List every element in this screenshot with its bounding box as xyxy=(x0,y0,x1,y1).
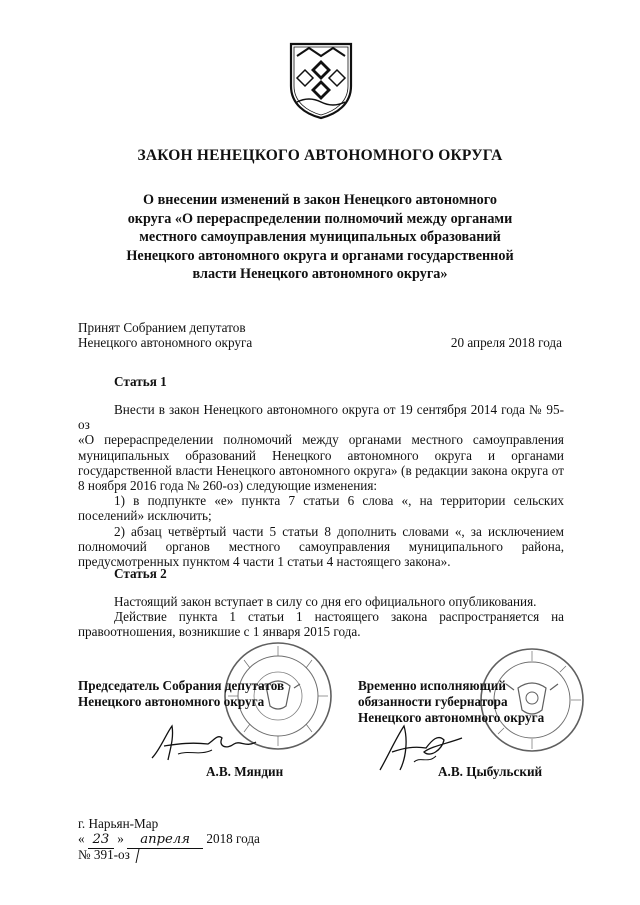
subtitle-line: Ненецкого автономного округа и органами государственной xyxy=(126,247,514,264)
adoption-line: Принят Собранием депутатов xyxy=(78,320,246,335)
law-number xyxy=(78,847,146,863)
article-line: 2) абзац четвёртый части 5 статьи 8 дополнить словами «, за исключением xyxy=(114,523,564,539)
article-2-heading: Статья 2 xyxy=(114,566,167,581)
article-line: 1) в подпункте «е» пункта 7 статьи 6 слова «, на территории сельских xyxy=(114,493,564,509)
article-line: «О перераспределении полномочий между органами местного самоуправления xyxy=(78,432,564,448)
signatory-title-line: обязанности губернатора xyxy=(358,694,508,709)
coat-of-arms-icon xyxy=(287,40,355,120)
signatory-left-title xyxy=(78,678,284,710)
subtitle-line: О внесении изменений в закон Ненецкого автономного xyxy=(143,192,497,208)
article-line: предусмотренных пунктом 4 части 1 статьи 4 настоящего закона». xyxy=(78,554,451,570)
subtitle-line: местного самоуправления муниципальных образований xyxy=(139,229,501,246)
article-1-heading: Статья 1 xyxy=(114,374,167,389)
article-line: полномочий органов местного самоуправления муниципального района, xyxy=(78,538,564,554)
article-line: поселений» исключить; xyxy=(78,508,212,524)
signatory-right-name: А.В. Цыбульский xyxy=(438,764,543,779)
handwritten-mark xyxy=(136,849,148,863)
article-line: 8 ноября 2016 года № 260-оз) следующие изменения: xyxy=(78,478,378,494)
date-month: апреля xyxy=(127,832,203,849)
place-of-signing: г. Нарьян-Мар xyxy=(78,816,159,831)
subtitle-line: округа «О перераспределении полномочий между органами xyxy=(127,210,513,227)
article-line: Настоящий закон вступает в силу со дня его официального опубликования. xyxy=(114,594,537,609)
article-2-body xyxy=(78,594,564,640)
article-line: Внести в закон Ненецкого автономного округа от 19 сентября 2014 года № 95-оз xyxy=(78,402,564,433)
date-open-quote: « xyxy=(78,831,85,846)
signatory-title-line: Временно исполняющий xyxy=(358,678,506,693)
date-year: 2018 года xyxy=(206,831,260,846)
article-line: государственной власти Ненецкого автономного округа» (в редакции закона округа от xyxy=(78,462,564,478)
signatory-title-line: Председатель Собрания депутатов xyxy=(78,678,285,693)
subtitle-line: власти Ненецкого автономного округа» xyxy=(192,266,448,283)
article-1-body xyxy=(78,402,564,569)
law-number-text: № 391-оз xyxy=(78,847,130,862)
article-line: муниципальных образований Ненецкого автономного округа и органами xyxy=(78,447,564,463)
adoption-line: Ненецкого автономного округа xyxy=(78,335,253,351)
date-day: 23 xyxy=(88,832,114,849)
article-line: правоотношения, возникшие с 1 января 2015 года. xyxy=(78,624,361,640)
adoption-block xyxy=(78,320,252,350)
adoption-date: 20 апреля 2018 года xyxy=(450,335,562,350)
document-subtitle xyxy=(100,191,540,284)
article-line: Действие пункта 1 статьи 1 настоящего закона распространяется на xyxy=(114,609,564,625)
date-close-quote: » xyxy=(117,831,124,846)
signature-left-icon xyxy=(148,720,260,766)
signatory-title-line: Ненецкого автономного округа xyxy=(78,694,265,709)
signatory-title-line: Ненецкого автономного округа xyxy=(358,710,545,725)
document-title: ЗАКОН НЕНЕЦКОГО АВТОНОМНОГО ОКРУГА xyxy=(137,147,503,164)
signatory-left-name: А.В. Мяндин xyxy=(206,764,284,779)
